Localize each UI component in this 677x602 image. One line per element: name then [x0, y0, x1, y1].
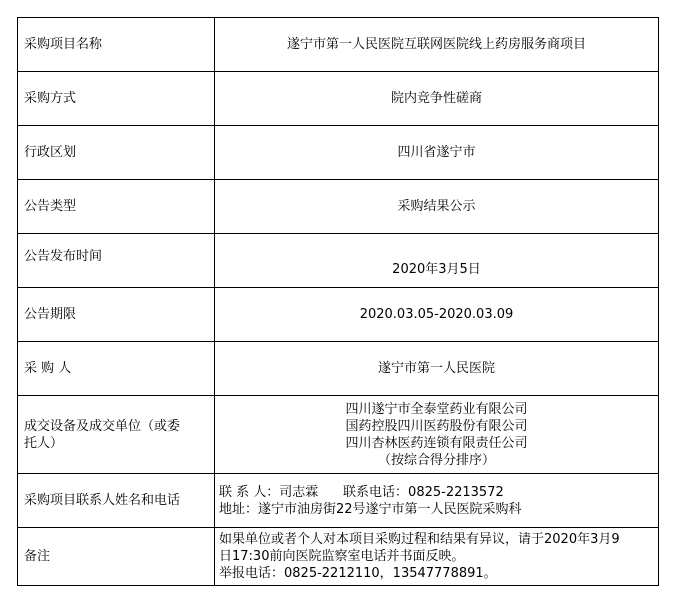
- contact-label: 采购项目联系人姓名和电话: [18, 474, 215, 528]
- procurement-result-table: [17, 17, 659, 586]
- table-row: [18, 126, 659, 180]
- contact-value: [215, 474, 659, 528]
- contact-person-phone: 联 系 人：司志霖 联系电话：0825-2213572: [219, 484, 504, 500]
- region-value: 四川省遂宁市: [215, 126, 659, 180]
- winning-unit-1: 四川遂宁市全泰堂药业有限公司: [345, 401, 528, 417]
- table-row: [18, 474, 659, 528]
- notice-type-label: 公告类型: [18, 180, 215, 234]
- purchaser-label: 采 购 人: [18, 342, 215, 396]
- notice-period-label: 公告期限: [18, 288, 215, 342]
- table-row: [18, 288, 659, 342]
- region-label: 行政区划: [18, 126, 215, 180]
- winning-units-label-line: 成交设备及成交单位（或委: [24, 418, 181, 434]
- contact-address: 地址：遂宁市油房街22号遂宁市第一人民医院采购科: [219, 501, 522, 517]
- remarks-line: 如果单位或者个人对本项目采购过程和结果有异议，请于2020年3月9: [219, 532, 620, 547]
- procurement-method-value: 院内竞争性磋商: [215, 72, 659, 126]
- notice-type-value: 采购结果公示: [215, 180, 659, 234]
- table-row: [18, 528, 659, 586]
- winning-units-label: [18, 396, 215, 474]
- remarks-label: 备注: [18, 528, 215, 586]
- project-name-label: 采购项目名称: [18, 18, 215, 72]
- table-row: [18, 234, 659, 288]
- publish-time-value: 2020年3月5日: [215, 234, 659, 288]
- project-name-value: 遂宁市第一人民医院互联网医院线上药房服务商项目: [215, 18, 659, 72]
- winning-units-value: [215, 396, 659, 474]
- publish-time-label: 公告发布时间: [18, 234, 215, 288]
- table-row: [18, 180, 659, 234]
- report-phone: 举报电话：0825-2212110，13547778891。: [219, 566, 497, 581]
- remarks-value: [215, 528, 659, 586]
- table-row: [18, 396, 659, 474]
- purchaser-value: 遂宁市第一人民医院: [215, 342, 659, 396]
- winning-units-label-line: 托人）: [24, 435, 64, 451]
- table-row: [18, 342, 659, 396]
- ranking-note: （按综合得分排序）: [377, 452, 495, 468]
- procurement-method-label: 采购方式: [18, 72, 215, 126]
- remarks-line: 日17:30前向医院监察室电话并书面反映。: [219, 549, 465, 564]
- table-row: [18, 72, 659, 126]
- table-row: [18, 18, 659, 72]
- notice-period-value: 2020.03.05-2020.03.09: [215, 288, 659, 342]
- winning-unit-3: 四川杏林医药连锁有限责任公司: [345, 435, 528, 451]
- winning-unit-2: 国药控股四川医药股份有限公司: [345, 418, 528, 434]
